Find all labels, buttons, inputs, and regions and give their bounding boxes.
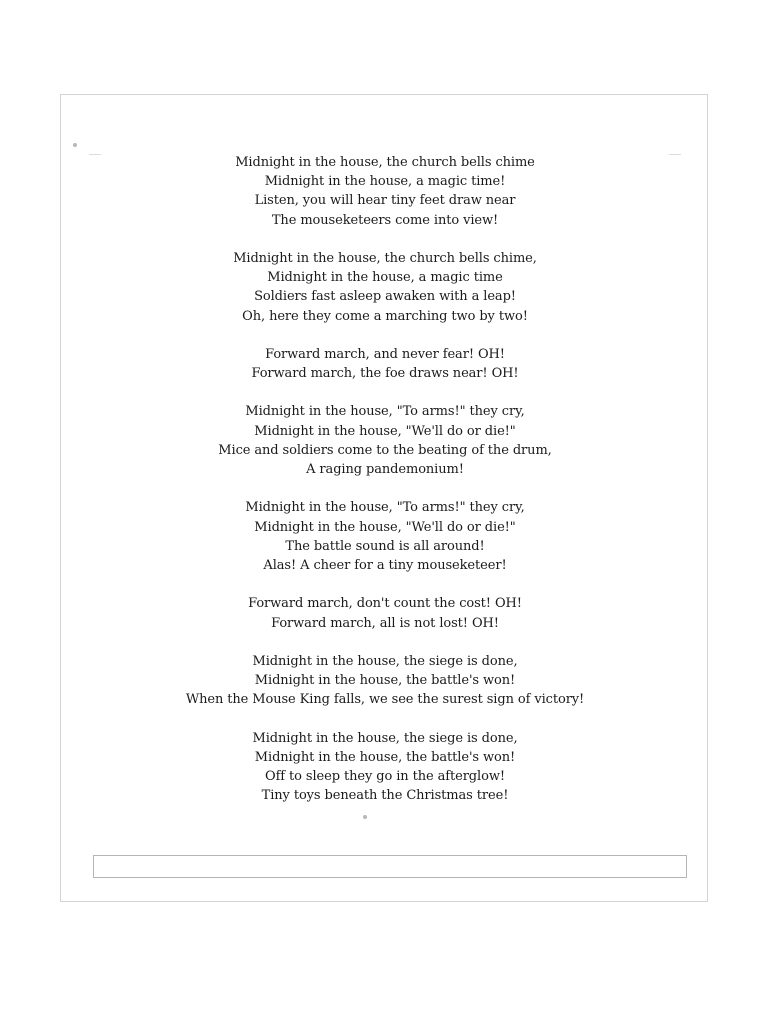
stanza <box>61 652 709 710</box>
stanza <box>61 498 709 575</box>
lyric-line: Midnight in the house, a magic time <box>267 270 503 286</box>
lyric-line: Midnight in the house, "We'll do or die!" <box>254 519 516 535</box>
lyric-line: Alas! A cheer for a tiny mouseketeer! <box>263 557 507 573</box>
lyric-line: Midnight in the house, a magic time! <box>264 174 506 190</box>
document-page <box>60 94 708 902</box>
lyric-line: Oh, here they come a marching two by two! <box>242 308 528 324</box>
lyric-line: Tiny toys beneath the Christmas tree! <box>261 788 509 804</box>
lyric-line: Mice and soldiers come to the beating of the drum, <box>218 442 552 458</box>
lyrics-body <box>61 153 709 825</box>
bullet-dot-icon <box>363 815 367 819</box>
stanza <box>61 153 709 230</box>
lyric-line: When the Mouse King falls, we see the surest sign of victory! <box>185 692 585 708</box>
lyric-line: Soldiers fast asleep awaken with a leap! <box>254 289 516 305</box>
lyric-line: Off to sleep they go in the afterglow! <box>265 769 505 784</box>
bullet-dot-icon <box>73 143 77 147</box>
lyric-line: Midnight in the house, the battle's won! <box>254 749 516 765</box>
lyric-line: Forward march, don't count the cost! OH! <box>248 596 522 612</box>
lyric-line: The battle sound is all around! <box>285 538 485 554</box>
stanza <box>61 594 709 632</box>
stanza <box>61 345 709 383</box>
lyric-line: A raging pandemonium! <box>306 462 464 477</box>
stanza <box>61 249 709 326</box>
lyric-line: Midnight in the house, the siege is done, <box>252 730 518 746</box>
lyric-line: Midnight in the house, "To arms!" they cry, <box>245 404 525 420</box>
lyric-line: Midnight in the house, the battle's won! <box>254 673 516 689</box>
stanza <box>61 729 709 806</box>
lyric-line: Midnight in the house, the siege is done, <box>252 653 518 669</box>
lyric-line: Forward march, the foe draws near! OH! <box>251 366 519 382</box>
lyric-line: Forward march, all is not lost! OH! <box>271 615 499 631</box>
lyric-line: Midnight in the house, "We'll do or die!" <box>254 423 516 439</box>
lyric-line: Midnight in the house, "To arms!" they cry, <box>245 500 525 516</box>
lyric-line: Midnight in the house, the church bells chime <box>235 155 535 170</box>
lyric-line: The mouseketeers come into view! <box>271 212 499 228</box>
lyric-line: Listen, you will hear tiny feet draw near <box>254 193 516 209</box>
empty-text-box[interactable] <box>93 855 687 878</box>
stanza <box>61 402 709 479</box>
lyric-line: Midnight in the house, the church bells chime, <box>233 250 537 266</box>
lyric-line: Forward march, and never fear! OH! <box>265 346 505 362</box>
